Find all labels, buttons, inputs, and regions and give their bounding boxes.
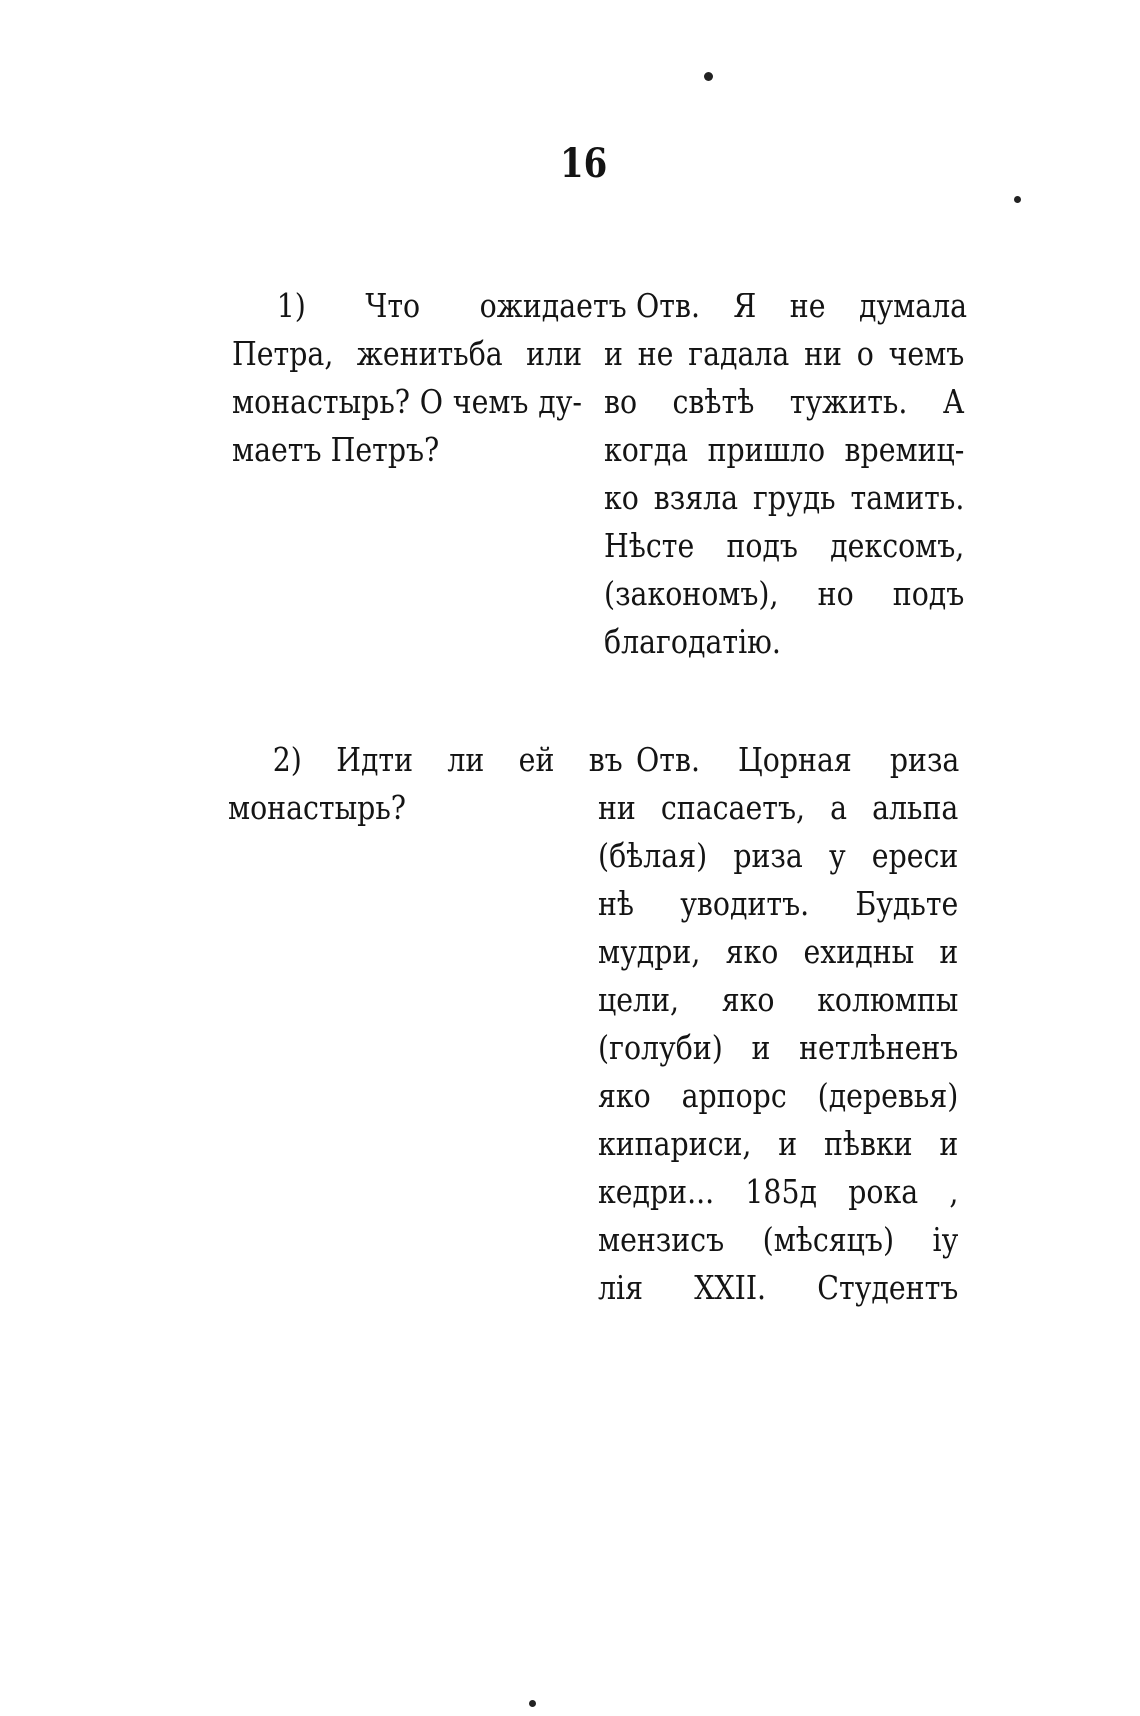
answer-2-body bbox=[598, 784, 958, 1312]
answer-2 bbox=[636, 736, 996, 784]
answer-line: Нѣсте подъ дексомъ, bbox=[604, 526, 965, 565]
answer-line: лiя XXII. Студентъ bbox=[598, 1268, 959, 1307]
answer-line: во свѣтѣ тужить. А bbox=[604, 382, 965, 421]
answer-line: мензисъ (мѣсяцъ) iу bbox=[598, 1220, 959, 1259]
answer-line: мудри, яко ехидны и bbox=[598, 932, 959, 971]
page-number: 16 bbox=[560, 140, 608, 187]
answer-line: нѣ уводитъ. Будьте bbox=[598, 884, 959, 923]
answer-line: кипариси, и пѣвки и bbox=[598, 1124, 959, 1163]
question-line: монастырь? О чемъ ду- bbox=[232, 382, 583, 421]
answer-line: (бѣлая) риза у ереси bbox=[598, 836, 959, 875]
answer-line: благодатiю. bbox=[604, 622, 781, 661]
ink-speck bbox=[1014, 196, 1021, 203]
answer-line: Отв. Цорная риза bbox=[636, 740, 960, 779]
question-line: 1) Что ожидаетъ bbox=[276, 286, 627, 325]
answer-line: ни спасаетъ, а альпа bbox=[598, 788, 959, 827]
answer-line: кедри... 185д рока , bbox=[598, 1172, 959, 1211]
answer-line: цели, яко колюмпы bbox=[598, 980, 959, 1019]
answer-1-body bbox=[604, 330, 964, 666]
answer-line: (голуби) и нетлѣненъ bbox=[598, 1028, 959, 1067]
answer-line: и не гадала ни о чемъ bbox=[604, 334, 965, 373]
question-line: маетъ Петръ? bbox=[232, 430, 440, 469]
ink-speck bbox=[704, 72, 713, 81]
answer-line: Отв. Я не думала bbox=[636, 286, 968, 325]
question-line: 2) Идти ли ей въ bbox=[272, 740, 623, 779]
question-2 bbox=[228, 736, 623, 832]
answer-line: яко арпорс (деревья) bbox=[598, 1076, 959, 1115]
answer-line: когда пришло времиц- bbox=[604, 430, 965, 469]
question-1 bbox=[232, 282, 627, 474]
ink-speck bbox=[529, 1700, 536, 1707]
answer-line: ко взяла грудь тамить. bbox=[604, 478, 965, 517]
answer-1 bbox=[636, 282, 996, 330]
question-line: монастырь? bbox=[228, 788, 407, 827]
question-line: Петра, женитьба или bbox=[232, 334, 583, 373]
answer-line: (закономъ), но подъ bbox=[604, 574, 965, 613]
